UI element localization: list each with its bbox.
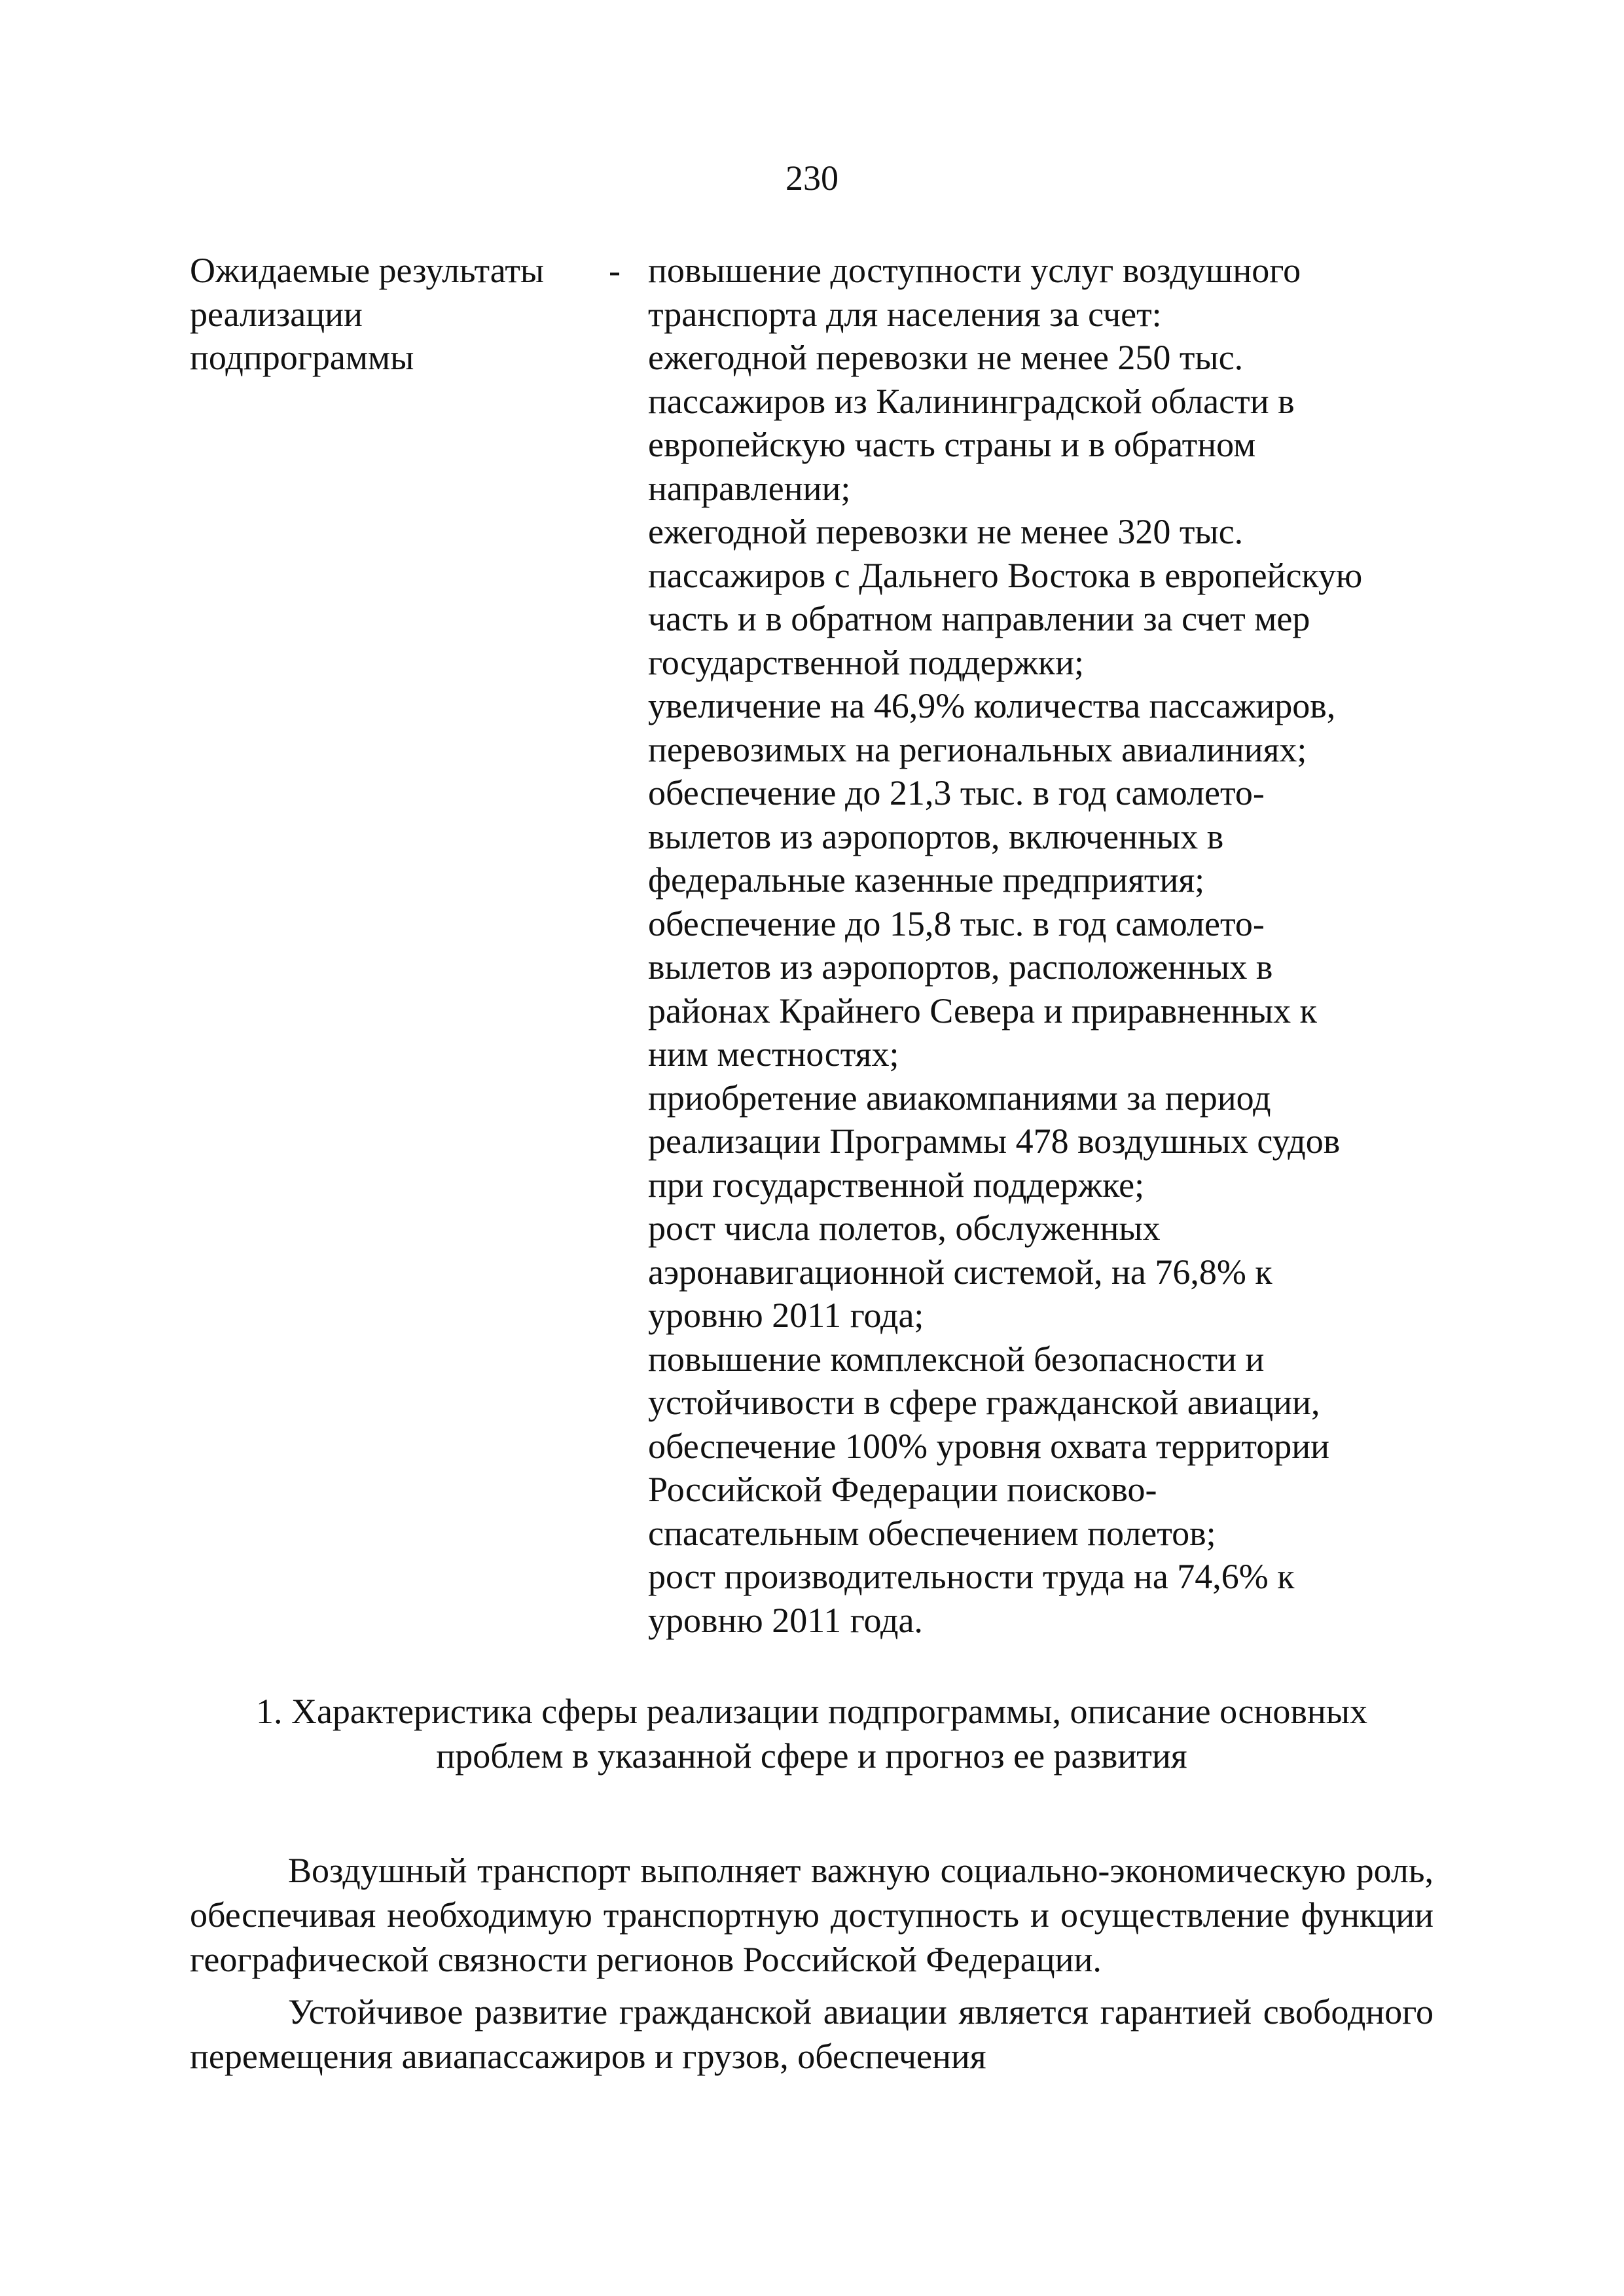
expected-result-item: рост производительности труда на 74,6% к уровню 2011 года. (648, 1557, 1295, 1640)
expected-result-item: обеспечение до 15,8 тыс. в год самолето- вылетов из аэропортов, расположенных в районах Крайнего Севера и приравненных к ним местностях; (648, 903, 1317, 1074)
body-paragraph: Устойчивое развитие гражданской авиации является гарантией свободного перемещения авиапассажиров и грузов, обеспечения (190, 1992, 1434, 2076)
section-heading: 1. Характеристика сферы реализации подпрограммы, описание основных проблем в указанной сфере и прогноз ее развития (255, 1692, 1368, 1776)
body-text (190, 1848, 1434, 2086)
expected-result-item: рост числа полетов, обслуженных аэронавигационной системой, на 76,8% к уровню 2011 года; (648, 1209, 1272, 1335)
body-paragraph: Воздушный транспорт выполняет важную социально-экономическую роль, обеспечивая необходимую транспортную доступность и осуществление функции географической связности регионов Российской Федерации. (190, 1851, 1434, 1979)
expected-result-item: обеспечение до 21,3 тыс. в год самолето- вылетов из аэропортов, включенных в федеральные казенные предприятия; (648, 773, 1265, 900)
passport-label: Ожидаемые результаты реализации подпрограммы (190, 251, 545, 377)
expected-result-item: увеличение на 46,9% количества пассажиров, перевозимых на региональных авиалиниях; (648, 686, 1336, 769)
expected-results-list (648, 249, 1486, 1642)
expected-result-item: повышение комплексной безопасности и устойчивости в сфере гражданской авиации, обеспечение 100% уровня охвата территории Российской Федерации поисково- спасательным обеспечением полетов; (648, 1339, 1330, 1553)
expected-result-item: ежегодной перевозки не менее 250 тыс. пассажиров из Калининградской области в европейскую часть страны и в обратном направлении; (648, 338, 1295, 508)
passport-dash: - (609, 251, 621, 290)
expected-result-item: ежегодной перевозки не менее 320 тыс. пассажиров с Дальнего Востока в европейскую часть и в обратном направлении за счет мер государственной поддержки; (648, 512, 1363, 682)
expected-result-item: приобретение авиакомпаниями за период реализации Программы 478 воздушных судов при государственной поддержке; (648, 1078, 1341, 1205)
expected-result-item: повышение доступности услуг воздушного транспорта для населения за счет: (648, 251, 1301, 334)
page-number: 230 (785, 158, 839, 198)
